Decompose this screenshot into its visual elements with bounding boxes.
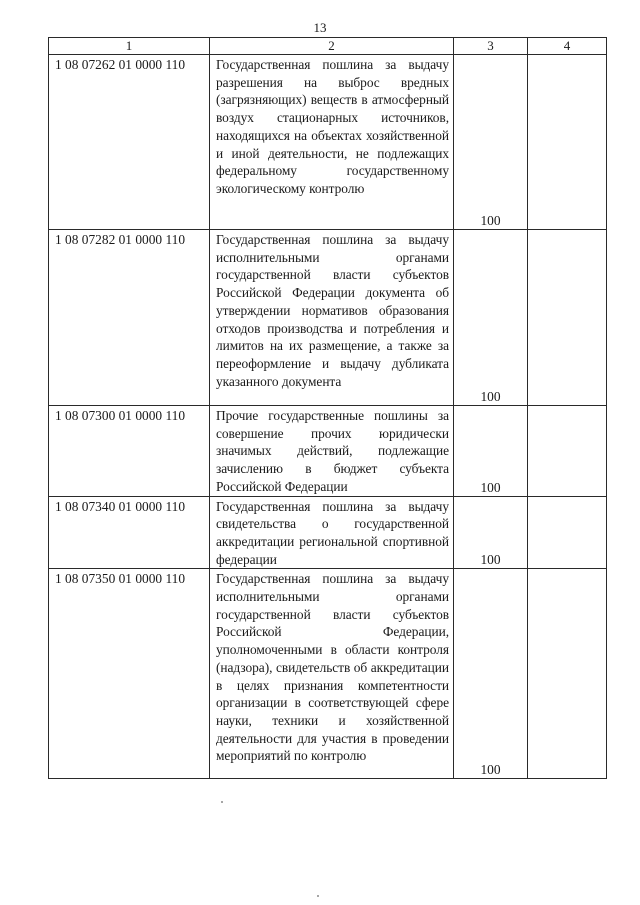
amount-cell — [454, 496, 528, 569]
table-row — [49, 496, 607, 569]
description-cell — [210, 496, 454, 569]
classification-code: 1 08 07262 01 0000 110 — [55, 57, 186, 72]
fee-description: Прочие государственные пошлины за совершение прочих юридически значимых действий, подлежащие зачислению в бюджет субъекта Российской Федерации — [216, 408, 449, 494]
description-cell — [210, 230, 454, 406]
table-row — [49, 569, 607, 779]
classification-code: 1 08 07350 01 0000 110 — [55, 571, 186, 587]
amount-value: 100 — [480, 552, 501, 568]
classification-code: 1 08 07340 01 0000 110 — [55, 498, 186, 514]
description-cell — [210, 406, 454, 497]
table-row — [49, 406, 607, 497]
page-number: 13 — [313, 20, 327, 35]
empty-cell — [528, 230, 607, 406]
column-header: 1 — [49, 38, 210, 55]
fee-description: Государственная пошлина за выдачу разрешения на выброс вредных (загрязняющих) веществ в атмосферный воздух стационарных источников, находящихся на объектах хозяйственной и иной деятельности, не подлежащих федеральному государственному экологическому контролю — [216, 57, 449, 196]
amount-value: 100 — [480, 479, 501, 495]
empty-cell — [528, 569, 607, 779]
column-header: 3 — [454, 38, 528, 55]
table-header-row — [49, 38, 607, 55]
code-cell — [49, 496, 210, 569]
table-row — [49, 230, 607, 406]
table-row — [49, 55, 607, 230]
column-header: 4 — [528, 38, 607, 55]
column-header: 2 — [210, 38, 454, 55]
amount-cell — [454, 569, 528, 779]
empty-cell — [528, 406, 607, 497]
amount-value: 100 — [480, 213, 501, 228]
description-cell — [210, 55, 454, 230]
amount-cell — [454, 406, 528, 497]
empty-cell — [528, 496, 607, 569]
amount-value: 100 — [480, 389, 501, 404]
code-cell — [49, 569, 210, 779]
classification-code: 1 08 07282 01 0000 110 — [55, 232, 186, 247]
description-cell — [210, 569, 454, 779]
code-cell — [49, 230, 210, 406]
amount-value: 100 — [480, 762, 501, 778]
fee-description: Государственная пошлина за выдачу свидетельства о государственной аккредитации региональной спортивной федерации — [216, 498, 449, 567]
fee-description: Государственная пошлина за выдачу исполнительными органами государственной власти субъектов Российской Федерации документа об утверждении нормативов образования отходов производства и потребления и лимитов на их размещение, а также за переоформление и выдачу дубликата указанного документа — [216, 232, 449, 389]
scan-speck — [317, 895, 319, 897]
scan-speck — [221, 801, 223, 803]
fee-description: Государственная пошлина за выдачу исполнительными органами государственной власти субъектов Российской Федерации, уполномоченными в области контроля (надзора), свидетельств об аккредитации в целях признания компетентности организации в соответствующей сфере науки, техники и хозяйственной деятельности для участия в проведении мероприятий по контролю — [216, 571, 449, 764]
code-cell — [49, 406, 210, 497]
amount-cell — [454, 230, 528, 406]
fees-table — [48, 37, 607, 779]
amount-cell — [454, 55, 528, 230]
code-cell — [49, 55, 210, 230]
classification-code: 1 08 07300 01 0000 110 — [55, 408, 186, 423]
empty-cell — [528, 55, 607, 230]
